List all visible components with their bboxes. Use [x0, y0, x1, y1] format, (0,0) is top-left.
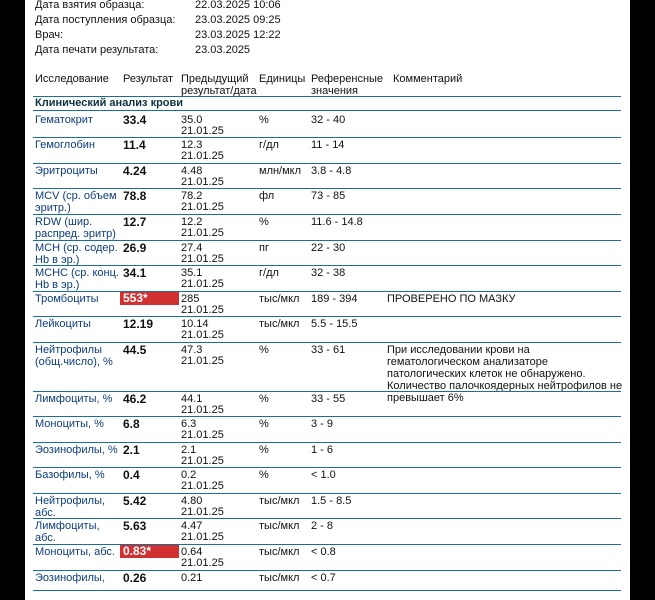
result-value: 12.19	[123, 317, 154, 331]
unit: фл	[259, 190, 275, 202]
result-value-flagged: 553*	[120, 292, 179, 305]
header-study: Исследование	[35, 73, 109, 85]
previous-value: 0.21	[181, 572, 203, 584]
previous-value: 0.2	[181, 469, 197, 481]
table-row	[25, 112, 630, 137]
previous-value: 44.1	[181, 393, 203, 405]
test-name: Эозинофилы,	[35, 572, 105, 584]
result-value: 11.4	[123, 138, 146, 152]
unit: тыс/мкл	[259, 318, 300, 330]
previous-value: 4.80	[181, 495, 203, 507]
previous-value: 35.0	[181, 114, 203, 126]
reference-range: 22 - 30	[311, 242, 346, 254]
unit: млн/мкл	[259, 165, 302, 177]
table-row	[25, 518, 630, 544]
previous-value: 4.47	[181, 520, 203, 532]
result-value: 44.5	[123, 343, 147, 357]
section-divider	[33, 110, 621, 111]
unit: тыс/мкл	[259, 572, 300, 584]
table-row	[25, 291, 630, 316]
previous-date: 21.01.25	[181, 355, 224, 367]
table-row	[25, 214, 630, 240]
table-row	[25, 137, 630, 163]
reference-range: 1 - 6	[311, 444, 334, 456]
header-previous-line2: результат/дата	[181, 85, 257, 97]
previous-value: 10.14	[181, 318, 209, 330]
meta-value: 23.03.2025 09:25	[195, 14, 281, 26]
meta-label: Дата печати результата:	[35, 44, 159, 56]
row-divider	[33, 590, 621, 591]
result-value: 6.8	[123, 417, 140, 431]
unit: пг	[259, 242, 269, 254]
comment: ПРОВЕРЕНО ПО МАЗКУ	[387, 293, 516, 305]
unit: %	[259, 216, 269, 228]
test-name: Моноциты, %	[35, 418, 104, 430]
result-value-flagged: 0.83*	[120, 545, 179, 558]
result-value: 0.26	[123, 571, 147, 585]
previous-date: 21.01.25	[181, 506, 224, 518]
test-name: Нейтрофилы (общ.число), %	[35, 344, 113, 368]
header-units: Единицы	[259, 73, 306, 85]
header-result: Результат	[123, 73, 174, 85]
comment: При исследовании крови на гематологическом анализаторе патологических клеток не обнаружено. Количество палочкоядерных нейтрофилов не превышает 6%	[387, 344, 623, 404]
previous-value: 4.48	[181, 165, 203, 177]
result-value: 12.7	[123, 215, 147, 229]
unit: %	[259, 344, 269, 356]
test-name: MCHC (ср. конц. Hb в эр.)	[35, 267, 119, 291]
reference-range: 189 - 394	[311, 293, 358, 305]
result-value: 33.4	[123, 113, 147, 127]
unit: %	[259, 444, 269, 456]
previous-value: 2.1	[181, 444, 197, 456]
table-row	[25, 493, 630, 518]
result-value: 46.2	[123, 392, 147, 406]
reference-range: 3.8 - 4.8	[311, 165, 352, 177]
reference-range: 32 - 38	[311, 267, 346, 279]
previous-date: 21.01.25	[181, 227, 224, 239]
previous-date: 21.01.25	[181, 329, 224, 341]
meta-label: Врач:	[35, 29, 64, 41]
table-row	[25, 240, 630, 265]
reference-range: 32 - 40	[311, 114, 346, 126]
meta-label: Дата поступления образца:	[35, 14, 176, 26]
reference-range: 33 - 55	[311, 393, 346, 405]
result-value: 5.63	[123, 519, 147, 533]
table-row	[25, 467, 630, 493]
unit: %	[259, 469, 269, 481]
table-row	[25, 163, 630, 188]
unit: %	[259, 393, 269, 405]
previous-date: 21.01.25	[181, 531, 224, 543]
header-reference-line1: Референсные	[311, 73, 384, 85]
test-name: Эритроциты	[35, 165, 98, 177]
previous-value: 0.64	[181, 546, 203, 558]
reference-range: 2 - 8	[311, 520, 334, 532]
test-name: Гематокрит	[35, 114, 93, 126]
header-reference	[311, 73, 383, 97]
header-previous-line1: Предыдущий	[181, 73, 249, 85]
meta-label: Дата взятия образца:	[35, 0, 145, 11]
previous-date: 21.01.25	[181, 201, 224, 213]
reference-range: < 1.0	[311, 469, 336, 481]
previous-value: 27.4	[181, 242, 203, 254]
test-name: Моноциты, абс.	[35, 546, 115, 558]
meta-value: 23.03.2025 12:22	[195, 29, 281, 41]
previous-value: 35.1	[181, 267, 203, 279]
unit: тыс/мкл	[259, 520, 300, 532]
reference-range: < 0.8	[311, 546, 336, 558]
result-value: 4.24	[123, 164, 147, 178]
meta-value: 22.03.2025 10:06	[195, 0, 281, 11]
unit: г/дл	[259, 267, 279, 279]
previous-value: 78.2	[181, 190, 203, 202]
previous-date: 21.01.25	[181, 176, 224, 188]
reference-range: < 0.7	[311, 572, 336, 584]
test-name: Лейкоциты	[35, 318, 91, 330]
previous-date: 21.01.25	[181, 455, 224, 467]
header-previous	[181, 73, 257, 97]
meta-value: 23.03.2025	[195, 44, 251, 56]
previous-date: 21.01.25	[181, 150, 224, 162]
table-row	[25, 570, 630, 590]
table-row	[25, 188, 630, 214]
unit: г/дл	[259, 139, 279, 151]
test-name: Эозинофилы, %	[35, 444, 118, 456]
unit: тыс/мкл	[259, 293, 300, 305]
unit: тыс/мкл	[259, 495, 300, 507]
reference-range: 33 - 61	[311, 344, 346, 356]
reference-range: 5.5 - 15.5	[311, 318, 358, 330]
table-row	[25, 416, 630, 442]
result-value: 26.9	[123, 241, 147, 255]
previous-value: 285	[181, 293, 200, 305]
previous-date: 21.01.25	[181, 429, 224, 441]
unit: %	[259, 418, 269, 430]
previous-date: 21.01.25	[181, 125, 224, 137]
table-row	[25, 391, 630, 416]
result-value: 5.42	[123, 494, 147, 508]
test-name: Лимфоциты, абс.	[35, 520, 100, 544]
header-reference-line2: значения	[311, 85, 359, 97]
lab-report-page	[25, 0, 630, 600]
test-name: Лимфоциты, %	[35, 393, 113, 405]
test-name: Тромбоциты	[35, 293, 99, 305]
previous-value: 12.3	[181, 139, 203, 151]
section-title: Клинический анализ крови	[35, 97, 184, 109]
table-row	[25, 316, 630, 342]
reference-range: 11 - 14	[311, 139, 345, 151]
reference-range: 1.5 - 8.5	[311, 495, 352, 507]
result-value: 2.1	[123, 443, 140, 457]
test-name: Нейтрофилы, абс.	[35, 495, 106, 519]
previous-date: 21.01.25	[181, 557, 224, 569]
reference-range: 73 - 85	[311, 190, 346, 202]
previous-date: 21.01.25	[181, 404, 224, 416]
header-comment: Комментарий	[393, 73, 463, 85]
test-name: MCH (ср. содер. Hb в эр.)	[35, 242, 118, 266]
previous-value: 6.3	[181, 418, 197, 430]
previous-value: 47.3	[181, 344, 203, 356]
table-row	[25, 442, 630, 467]
result-value: 78.8	[123, 189, 147, 203]
previous-date: 21.01.25	[181, 253, 224, 265]
test-name: Гемоглобин	[35, 139, 95, 151]
test-name: MCV (ср. объем эритр.)	[35, 190, 117, 214]
previous-value: 12.2	[181, 216, 203, 228]
result-value: 0.4	[123, 468, 140, 482]
test-name: RDW (шир. распред. эритр)	[35, 216, 116, 240]
result-value: 34.1	[123, 266, 147, 280]
unit: %	[259, 114, 269, 126]
reference-range: 3 - 9	[311, 418, 334, 430]
table-row	[25, 265, 630, 291]
previous-date: 21.01.25	[181, 278, 224, 290]
test-name: Базофилы, %	[35, 469, 105, 481]
reference-range: 11.6 - 14.8	[311, 216, 363, 228]
table-row	[25, 544, 630, 570]
previous-date: 21.01.25	[181, 480, 224, 492]
previous-date: 21.01.25	[181, 304, 224, 316]
unit: тыс/мкл	[259, 546, 300, 558]
